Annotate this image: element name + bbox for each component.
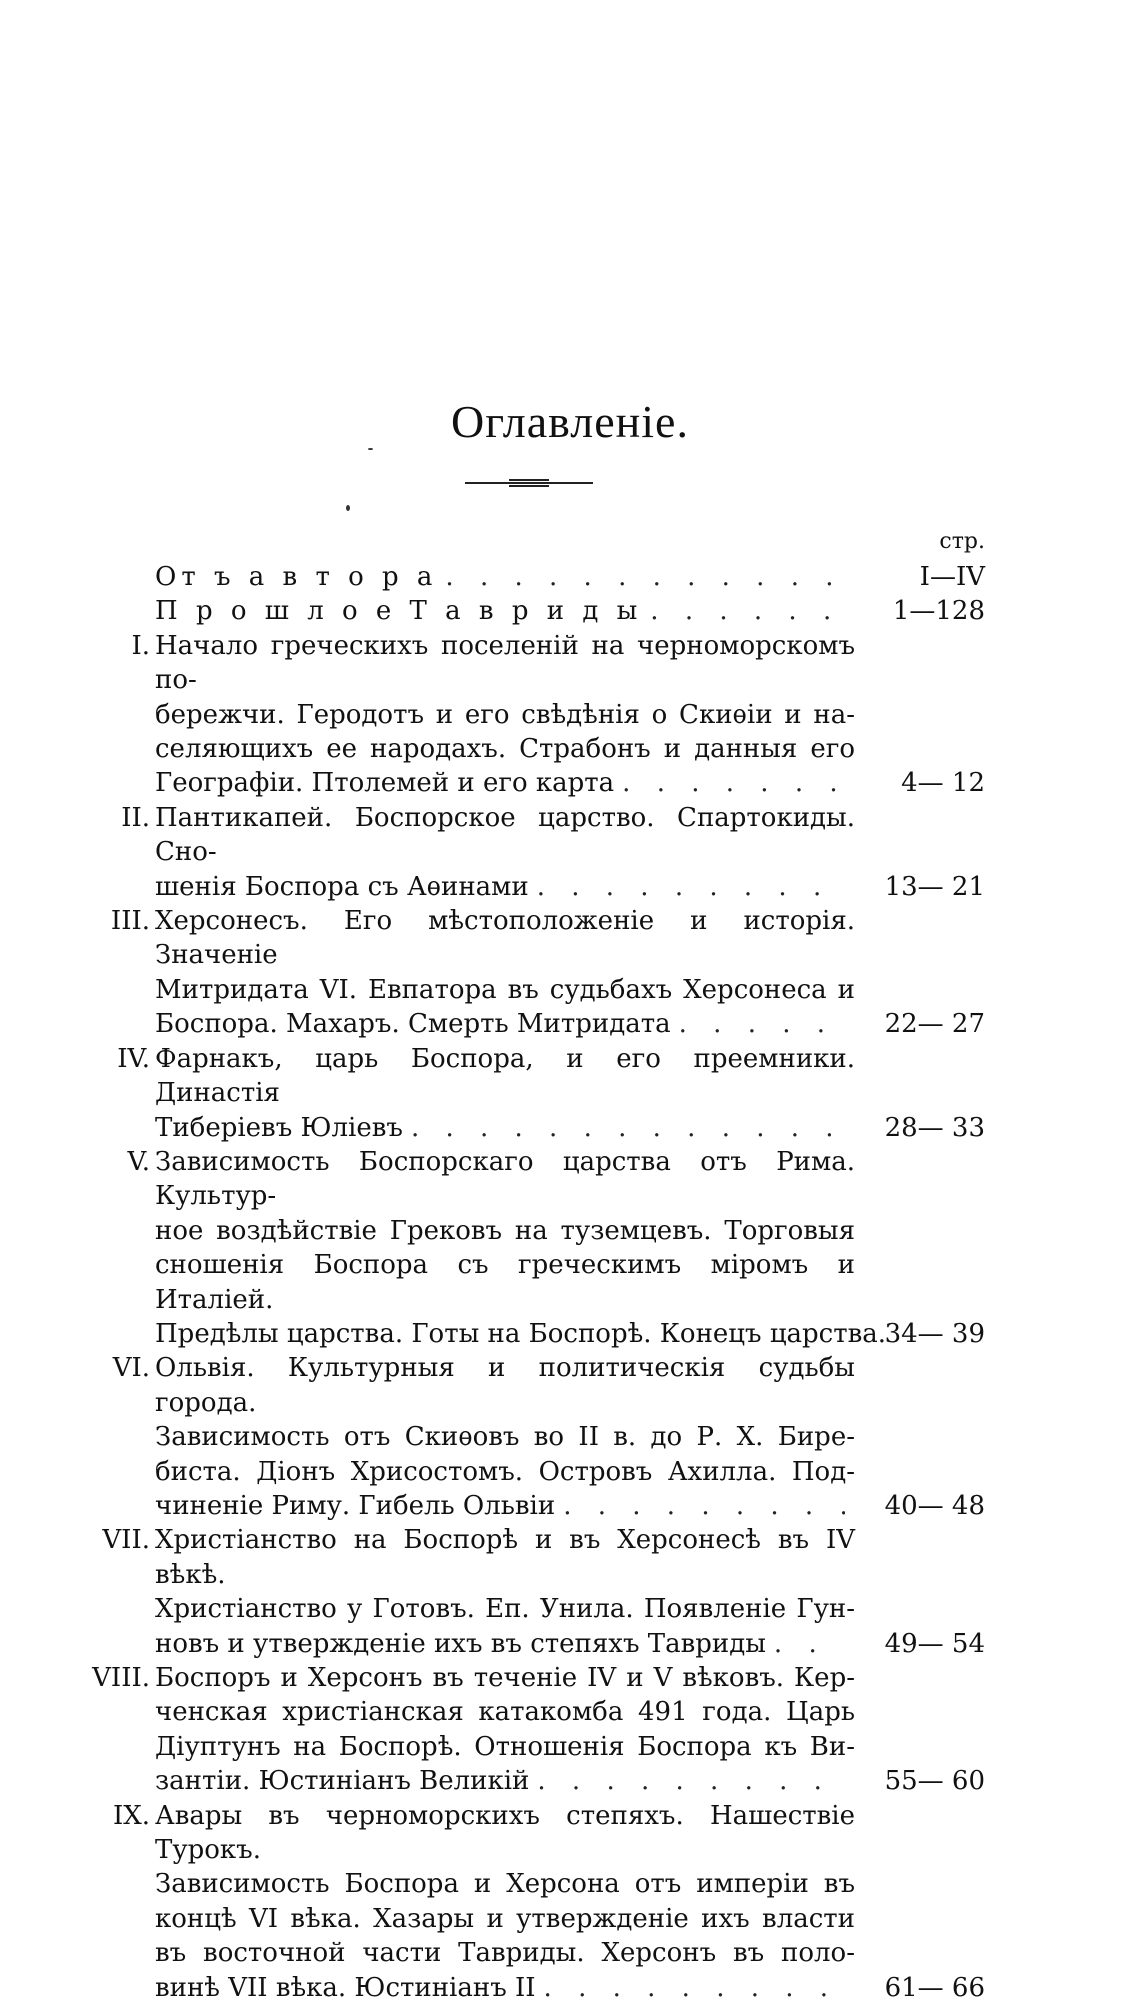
chapter-description [155, 801, 855, 904]
page-range: I—IV [919, 562, 985, 592]
last-line-text: винѣ VII вѣка. Юстиніанъ II [155, 1972, 536, 2003]
description-last-line [155, 766, 855, 800]
last-line-text: От ъ а в т о р а [155, 562, 438, 592]
chapter-description [155, 1523, 855, 1661]
description-line: селяющихъ ее народахъ. Страбонъ и данныя его [155, 734, 855, 765]
chapter-number: IV. [117, 1043, 150, 1074]
last-line-text: Географіи. Птолемей и его карта [155, 768, 615, 799]
last-line-text: чиненіе Риму. Гибель Ольвіи [155, 1490, 556, 1521]
description-line: Зависимость отъ Скиѳовъ во II в. до Р. Х. Бире- [155, 1422, 855, 1453]
description-line: Зависимость Боспора и Херсона отъ имперіи въ [155, 1869, 855, 1900]
page-range: 22— 27 [884, 1009, 985, 1040]
description-line: Зависимость Боспорскаго царства отъ Рима. Культур- [155, 1146, 855, 1212]
description-line: въ восточной части Тавриды. Херсонъ въ поло- [155, 1938, 855, 1969]
chapter-description [155, 1351, 855, 1523]
last-line-text: новъ и утвержденіе ихъ въ степяхъ Тавриды [155, 1628, 766, 1659]
description-line: ченская христіанская катакомба 491 года. Царь [155, 1697, 855, 1728]
dot-leader [622, 766, 845, 800]
print-speck [346, 505, 350, 511]
toc-entry-11[interactable] [0, 1799, 1140, 2005]
page-range: 55— 60 [884, 1766, 985, 1797]
chapter-description [155, 629, 855, 801]
toc-entry-10[interactable] [0, 1661, 1140, 1799]
dot-leader [544, 1971, 845, 2005]
last-line-text: Предѣлы царства. Готы на Боспорѣ. Конецъ царства. [155, 1318, 887, 1349]
chapter-number: V. [127, 1146, 150, 1177]
last-line-text: зантіи. Юстиніанъ Великій [155, 1766, 530, 1797]
description-line: Херсонесъ. Его мѣстоположеніе и исторія. Значеніе [155, 906, 855, 971]
description-line: Фарнакъ, царь Боспора, и его преемники. Династія [155, 1043, 855, 1109]
description-last-line [155, 1489, 855, 1523]
last-line-text: шенія Боспора съ Аѳинами [155, 871, 529, 902]
toc-entry-3[interactable] [0, 629, 1140, 801]
chapter-description [155, 1145, 887, 1351]
description-line: Боспоръ и Херсонъ въ теченіе IV и V вѣковъ. Кер- [155, 1663, 855, 1693]
page-range: 1—128 [892, 596, 985, 627]
dot-leader [411, 1111, 845, 1145]
page-range: 40— 48 [884, 1490, 985, 1521]
page-title: Оглавленіе. [451, 396, 689, 447]
page-range: 28— 33 [884, 1112, 985, 1143]
dot-leader [537, 1764, 845, 1798]
chapter-description [155, 594, 855, 628]
description-last-line [155, 1627, 855, 1661]
description-last-line [155, 870, 855, 904]
chapter-description [155, 1799, 855, 2005]
toc-entry-2[interactable] [0, 594, 1140, 628]
dot-leader [445, 560, 845, 594]
chapter-number: VI. [112, 1353, 150, 1384]
description-last-line [155, 1111, 855, 1145]
toc-entry-5[interactable] [0, 904, 1140, 1042]
description-last-line [155, 1764, 855, 1798]
chapter-description [155, 1042, 855, 1145]
description-line: концѣ VI вѣка. Хазары и утвержденіе ихъ власти [155, 1903, 855, 1934]
toc-entry-6[interactable] [0, 1042, 1140, 1145]
description-last-line [155, 1971, 855, 2005]
description-last-line [155, 1317, 887, 1351]
toc-entry-7[interactable] [0, 1145, 1140, 1351]
dot-leader [650, 594, 845, 628]
toc-entries [0, 560, 1140, 2005]
chapter-description [155, 560, 855, 594]
chapter-number: I. [131, 630, 150, 661]
toc-entry-4[interactable] [0, 801, 1140, 904]
title-ornament [465, 478, 593, 488]
chapter-description [155, 904, 855, 1042]
chapter-description [155, 1661, 855, 1799]
last-line-text: Боспора. Махаръ. Смерть Митридата [155, 1009, 671, 1040]
dot-leader [563, 1489, 845, 1523]
description-line: Діуптунъ на Боспорѣ. Отношенія Боспора къ Ви- [155, 1731, 855, 1762]
description-line: Начало греческихъ поселеній на черноморскомъ по- [155, 630, 855, 696]
toc-entry-9[interactable] [0, 1523, 1140, 1661]
dot-leader [537, 870, 845, 904]
description-line: Митридата VI. Евпатора въ судьбахъ Херсонеса и [155, 974, 855, 1005]
dot-leader [679, 1007, 845, 1041]
toc-entry-1[interactable] [0, 560, 1140, 594]
description-line: сношенія Боспора съ греческимъ міромъ и Италіей. [155, 1250, 855, 1315]
description-line: Авары въ черноморскихъ степяхъ. Нашествіе Турокъ. [155, 1800, 855, 1866]
chapter-number: IX. [112, 1800, 150, 1831]
description-line: Христіанство у Готовъ. Еп. Унила. Появленіе Гун- [155, 1594, 855, 1625]
last-line-text: Тиберіевъ Юліевъ [155, 1112, 403, 1143]
description-last-line [155, 560, 855, 594]
description-last-line [155, 594, 855, 628]
chapter-number: III. [110, 906, 150, 937]
description-line: Пантикапей. Боспорское царство. Спартокиды. Сно- [155, 802, 855, 868]
print-speck [368, 448, 373, 450]
page-range: 49— 54 [884, 1628, 985, 1659]
pages-column-header: стр. [939, 529, 985, 554]
description-line: Христіанство на Боспорѣ и въ Херсонесѣ въ IV вѣкѣ. [155, 1525, 855, 1590]
page-range: 13— 21 [884, 871, 985, 902]
description-line: Ольвія. Культурныя и политическія судьбы города. [155, 1353, 855, 1418]
page-range: 34— 39 [884, 1318, 985, 1349]
chapter-number: VII. [102, 1525, 150, 1556]
description-line: бережчи. Геродотъ и его свѣдѣнія о Скиѳіи и на- [155, 699, 855, 730]
description-line: ное воздѣйствіе Грековъ на туземцевъ. Торговыя [155, 1215, 855, 1246]
chapter-number: II. [121, 802, 150, 833]
description-line: биста. Діонъ Хрисостомъ. Островъ Ахилла. Под- [155, 1456, 855, 1487]
page-range: 61— 66 [884, 1972, 985, 2003]
last-line-text: П р о ш л о е Т а в р и д ы [155, 596, 643, 627]
toc-entry-8[interactable] [0, 1351, 1140, 1523]
dot-leader [774, 1627, 845, 1661]
page-range: 4— 12 [901, 768, 985, 799]
chapter-number: VIII. [92, 1663, 150, 1693]
description-last-line [155, 1007, 855, 1041]
